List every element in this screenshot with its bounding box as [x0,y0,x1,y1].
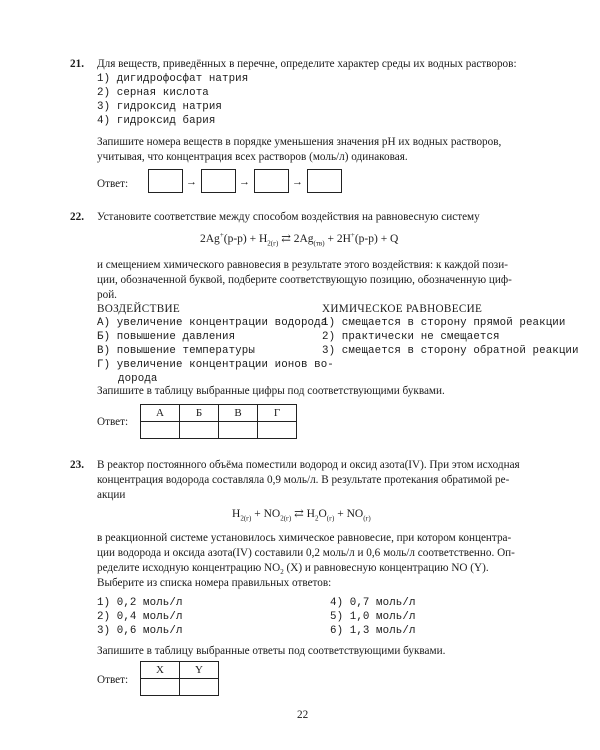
q22-header-d: Г [258,405,297,422]
q21-instruction-line1: Запишите номера веществ в порядке уменьшения значения pH их водных растворов, [97,136,502,148]
q21-instruction-line2: учитывая, что концентрация всех растворов (моль/л) одинаковая. [97,151,408,163]
q23-body-line2: ции водорода и оксида азота(IV) составили 0,2 моль/л и 0,6 моль/л соответственно. Оп- [97,547,515,559]
q21-item-4: 4) гидроксид бария [97,115,216,127]
q22-header-c: В [219,405,258,422]
q22-left-item-d: Г) увеличение концентрации ионов во- [97,359,334,371]
q21-answer-label: Ответ: [97,178,129,190]
q23-header-y: Y [180,662,219,679]
q23-option-4: 4) 0,7 моль/л [330,597,416,609]
q23-answer-cell-y[interactable] [180,679,219,696]
equilibrium-arrow-icon: ⇄ [294,508,304,520]
q22-right-item-3: 3) смещается в сторону обратной реакции [322,345,579,357]
q21-answer-box-3[interactable] [254,169,289,193]
q22-text-line1: и смещением химического равновесия в результате этого воздействия: к каждой пози- [97,259,508,271]
q23-text-line2: концентрация водорода составляла 0,9 моль/л. В результате протекания обратимой ре- [97,474,510,486]
q21-item-3: 3) гидроксид натрия [97,101,223,113]
q22-number: 22. [70,211,84,223]
page-number: 22 [297,709,309,721]
q21-answer-box-4[interactable] [307,169,342,193]
q23-text-line3: акции [97,489,126,501]
q21-intro: Для веществ, приведённых в перечне, определите характер среды их водных растворов: [97,58,517,70]
q23-number: 23. [70,459,84,471]
equilibrium-arrow-icon: ⇄ [281,233,291,245]
q23-answer-label: Ответ: [97,674,129,686]
q22-answer-cell-c[interactable] [219,422,258,439]
q21-arrow-2: → [239,176,250,188]
q22-left-item-a: А) увеличение концентрации водорода [97,317,328,329]
q22-left-header: ВОЗДЕЙСТВИЕ [97,303,180,315]
q21-answer-box-2[interactable] [201,169,236,193]
q22-intro: Установите соответствие между способом воздействия на равновесную систему [97,211,480,223]
q22-instruction: Запишите в таблицу выбранные цифры под соответствующими буквами. [97,385,445,397]
q22-right-item-1: 1) смещается в сторону прямой реакции [322,317,566,329]
q23-text-line1: В реактор постоянного объёма поместили водород и оксид азота(IV). При этом исходная [97,459,520,471]
q21-arrow-1: → [186,176,197,188]
q23-answer-table [140,661,219,696]
q22-left-item-c: В) повышение температуры [97,345,255,357]
q23-body-line1: в реакционной системе установилось химическое равновесие, при котором концентра- [97,532,512,544]
q22-text-line3: рой. [97,289,117,301]
q23-answer-cell-x[interactable] [141,679,180,696]
q22-header-b: Б [180,405,219,422]
q23-option-2: 2) 0,4 моль/л [97,611,183,623]
q22-answer-table [140,404,297,439]
q23-body-line3: ределите исходную концентрацию $NO_2$ (X) и равновесную концентрацию NO (Y). [97,562,489,577]
q23-header-x: X [141,662,180,679]
q23-option-5: 5) 1,0 моль/л [330,611,416,623]
q23-option-1: 1) 0,2 моль/л [97,597,183,609]
q22-right-item-2: 2) практически не смещается [322,331,500,343]
q22-left-item-b: Б) повышение давления [97,331,236,343]
q21-item-1: 1) дигидрофосфат натрия [97,73,249,85]
q23-option-6: 6) 1,3 моль/л [330,625,416,637]
q22-answer-label: Ответ: [97,416,129,428]
q22-equation: $2Ag^+(р-р) + H_{2(г)}$ ⇄ $2Ag_{(тв)} + 2H^+(р-р) + Q$ [200,231,399,248]
q23-choose: Выберите из списка номера правильных ответов: [97,577,332,589]
q22-answer-cell-a[interactable] [141,422,180,439]
q21-number: 21. [70,58,84,70]
q23-equation: $H_{2(г)} + NO_{2(г)}$ ⇄ $H_2O_{(г)} + NO_{(г)}$ [232,508,371,523]
q22-answer-cell-d[interactable] [258,422,297,439]
q22-text-line2: ции, обозначенной буквой, подберите соответствующую позицию, обозначенную циф- [97,274,512,286]
q23-option-3: 3) 0,6 моль/л [97,625,183,637]
q21-arrow-3: → [292,176,303,188]
q22-right-header: ХИМИЧЕСКОЕ РАВНОВЕСИЕ [322,303,483,315]
q22-left-item-d-cont: дорода [118,373,158,385]
q21-item-2: 2) серная кислота [97,87,209,99]
q22-header-a: А [141,405,180,422]
q23-instruction: Запишите в таблицу выбранные ответы под соответствующими буквами. [97,645,446,657]
q21-answer-box-1[interactable] [148,169,183,193]
q22-answer-cell-b[interactable] [180,422,219,439]
